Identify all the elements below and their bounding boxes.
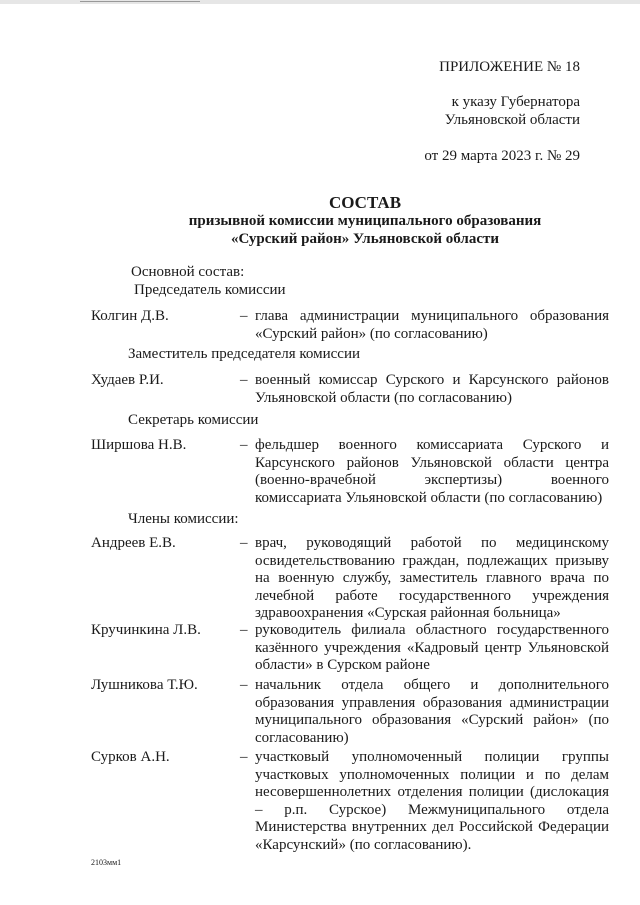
section-chairman: Председатель комиссии bbox=[134, 282, 286, 298]
member-position: фельдшер военного комиссариата Сурского и Карсунского районов Ульяновской области центра (военно-врачебной экспертизы) военного комиссариата Ульяновской области (по согласованию) bbox=[255, 437, 609, 506]
dash-separator: – bbox=[240, 372, 248, 388]
doc-subtitle-2: «Сурский район» Ульяновской области bbox=[230, 231, 500, 247]
member-name: Колгин Д.В. bbox=[91, 308, 169, 324]
dash-separator: – bbox=[240, 677, 248, 693]
member-name: Лушникова Т.Ю. bbox=[91, 677, 198, 693]
section-members: Члены комиссии: bbox=[128, 511, 239, 527]
member-position: руководитель филиала областного государственного казённого учреждения «Кадровый центр Ульяновской области» в Сурском районе bbox=[255, 622, 609, 673]
decree-line-1: к указу Губернатора bbox=[451, 94, 580, 110]
dash-separator: – bbox=[240, 622, 248, 638]
scan-artifact bbox=[0, 0, 640, 4]
dash-separator: – bbox=[240, 749, 248, 765]
member-position: врач, руководящий работой по медицинскому освидетельствованию граждан, подлежащих призыву на военную службу, заместитель главного врача по лечебной работе государственного учреждения здравоохранения «Сурская районная больница» bbox=[255, 535, 609, 621]
dash-separator: – bbox=[240, 535, 248, 551]
dash-separator: – bbox=[240, 437, 248, 453]
decree-line-2: Ульяновской области bbox=[444, 112, 580, 128]
section-main-composition: Основной состав: bbox=[131, 264, 245, 280]
member-name: Ширшова Н.В. bbox=[91, 437, 187, 453]
member-position: военный комиссар Сурского и Карсунского районов Ульяновской области (по согласованию) bbox=[255, 372, 609, 406]
member-name: Кручинкина Л.В. bbox=[91, 622, 201, 638]
section-deputy: Заместитель председателя комиссии bbox=[128, 346, 361, 362]
member-name: Андреев Е.В. bbox=[91, 535, 176, 551]
footer-code: 2103мм1 bbox=[91, 858, 122, 867]
section-secretary: Секретарь комиссии bbox=[128, 412, 259, 428]
member-position: начальник отдела общего и дополнительного образования управления образования администрации муниципального образования «Сурский район» (по согласованию) bbox=[255, 677, 609, 746]
member-name: Сурков А.Н. bbox=[91, 749, 170, 765]
appendix-number: ПРИЛОЖЕНИЕ № 18 bbox=[439, 59, 580, 75]
member-name: Худаев Р.И. bbox=[91, 372, 164, 388]
doc-subtitle-1: призывной комиссии муниципального образования bbox=[188, 213, 542, 229]
member-position: глава администрации муниципального образования «Сурский район» (по согласованию) bbox=[255, 308, 609, 342]
decree-date: от 29 марта 2023 г. № 29 bbox=[424, 148, 580, 164]
dash-separator: – bbox=[240, 308, 248, 324]
member-position: участковый уполномоченный полиции группы участковых уполномоченных полиции и по делам несовершеннолетних отделения полиции (дислокация – р.п. Сурское) Межмуниципального отдела Министерства внутренних дел Российской Федерации «Карсунский» (по согласованию). bbox=[255, 749, 609, 853]
doc-title: СОСТАВ bbox=[328, 193, 402, 212]
